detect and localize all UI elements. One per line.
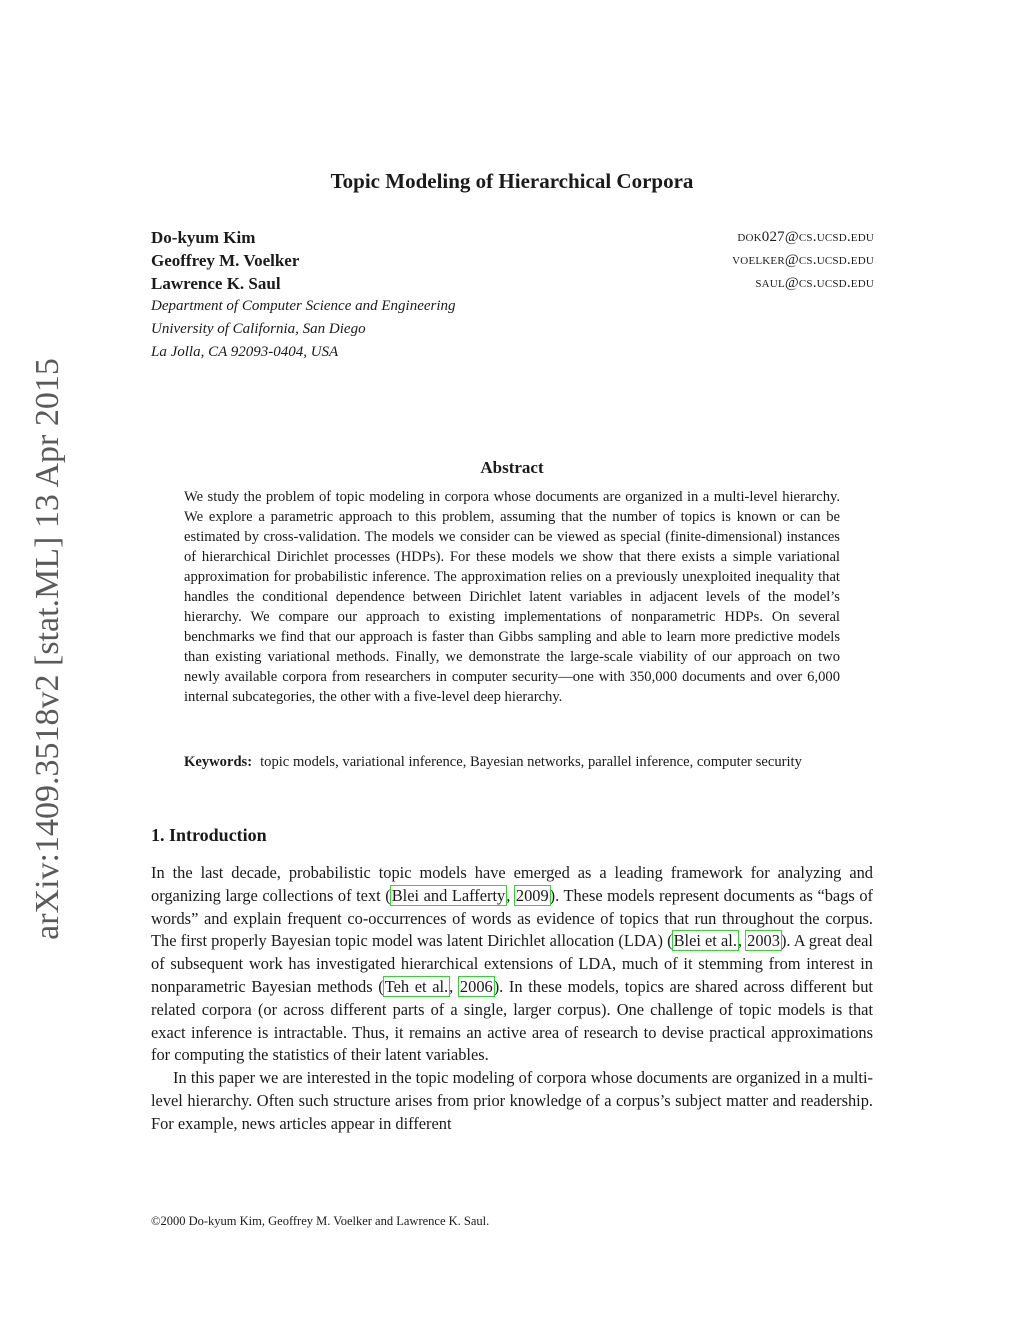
affiliation-line: La Jolla, CA 92093-0404, USA — [151, 344, 339, 360]
keywords-text: topic models, variational inference, Bayesian networks, parallel inference, computer security — [260, 754, 802, 770]
affiliation-line: University of California, San Diego — [151, 321, 366, 337]
citation-separator: , — [506, 885, 515, 905]
arxiv-stamp — [18, 352, 78, 946]
copyright-footer: ©2000 Do-kyum Kim, Geoffrey M. Voelker and Lawrence K. Saul. — [151, 1214, 490, 1228]
abstract-text: We study the problem of topic modeling in corpora whose documents are organized in a multi-level hierarchy. We explore a parametric approach to this problem, assuming that the number of topics is known or can be estimated by cross-validation. The models we consider can be viewed as special (finite-dimensional) instances of hierarchical Dirichlet processes (HDPs). For these models we show that there exists a simple variational approximation for probabilistic inference. The approximation relies on a previously unexploited inequality that handles the conditional dependence between Dirichlet latent variables in adjacent levels of the model’s hierarchy. We compare our approach to existing implementations of nonparametric HDPs. On several benchmarks we find that our approach is faster than Gibbs sampling and able to learn more predictive models than existing variational methods. Finally, we demonstrate the large-scale viability of our approach on two newly available corpora from researchers in computer security—one with 350,000 documents and over 6,000 internal subcategories, the other with a five-level deep hierarchy. — [184, 489, 840, 705]
citation-link[interactable]: Teh et al. — [384, 976, 449, 996]
citation-year-link[interactable]: 2006 — [459, 976, 493, 996]
author-row — [150, 272, 874, 295]
paragraph: In this paper we are interested in the topic modeling of corpora whose documents are organized in a multi-level hierarchy. Often such structure arises from prior knowledge of a corpus’s subject matter and readership. For example, news articles appear in different — [151, 1068, 873, 1133]
paragraph-text: ). A great deal of subsequent work has investigated hierarchical extensions of LDA, much of it stemming from interest in nonparametric Bayesian methods ( — [151, 931, 873, 996]
paragraph-text: ). These models represent documents as “bags of words” and explain frequent co-occurrences of words as evidence of topics that run throughout the corpus. The first properly Bayesian topic model was latent Dirichlet allocation (LDA) ( — [151, 885, 873, 951]
citation-year-link[interactable]: 2003 — [747, 931, 780, 951]
citation-link[interactable]: Blei and Lafferty — [391, 885, 506, 905]
paragraph-text: In the last decade, probabilistic topic models have emerged as a leading framework for analyzing and organizing large collections of text ( — [151, 863, 873, 905]
author-name: Geoffrey M. Voelker — [151, 251, 300, 270]
author-row — [150, 249, 874, 272]
abstract-heading: Abstract — [480, 458, 544, 477]
author-block — [150, 226, 874, 364]
author-email[interactable]: dok027@cs.ucsd.edu — [737, 229, 874, 245]
citation-separator: , — [449, 976, 459, 996]
paper-title: Topic Modeling of Hierarchical Corpora — [330, 169, 694, 193]
affiliation-line: Department of Computer Science and Engineering — [151, 298, 456, 314]
keywords-label: Keywords: — [184, 754, 253, 770]
author-name: Lawrence K. Saul — [151, 274, 281, 293]
paragraph — [151, 862, 873, 1067]
author-name: Do-kyum Kim — [151, 228, 256, 247]
section-heading-introduction: 1. Introduction — [151, 825, 267, 845]
author-email[interactable]: voelker@cs.ucsd.edu — [732, 252, 874, 268]
arxiv-stamp-text: arXiv:1409.3518v2 [stat.ML] 13 Apr 2015 — [29, 358, 66, 940]
introduction-body — [151, 862, 873, 1136]
keywords — [184, 752, 840, 772]
author-email[interactable]: saul@cs.ucsd.edu — [755, 275, 874, 291]
citation-link[interactable]: Blei et al. — [673, 931, 737, 951]
citation-year-link[interactable]: 2009 — [515, 885, 549, 905]
paragraph-text: ). In these models, topics are shared across different but related corpora (or across different parts of a single, larger corpus). One challenge of topic models is that exact inference is intractable. Thus, it remains an active area of research to devise practical approximations for computing the statistics of their latent variables. — [151, 976, 873, 1065]
author-row — [150, 226, 874, 249]
citation-separator: , — [737, 931, 747, 951]
